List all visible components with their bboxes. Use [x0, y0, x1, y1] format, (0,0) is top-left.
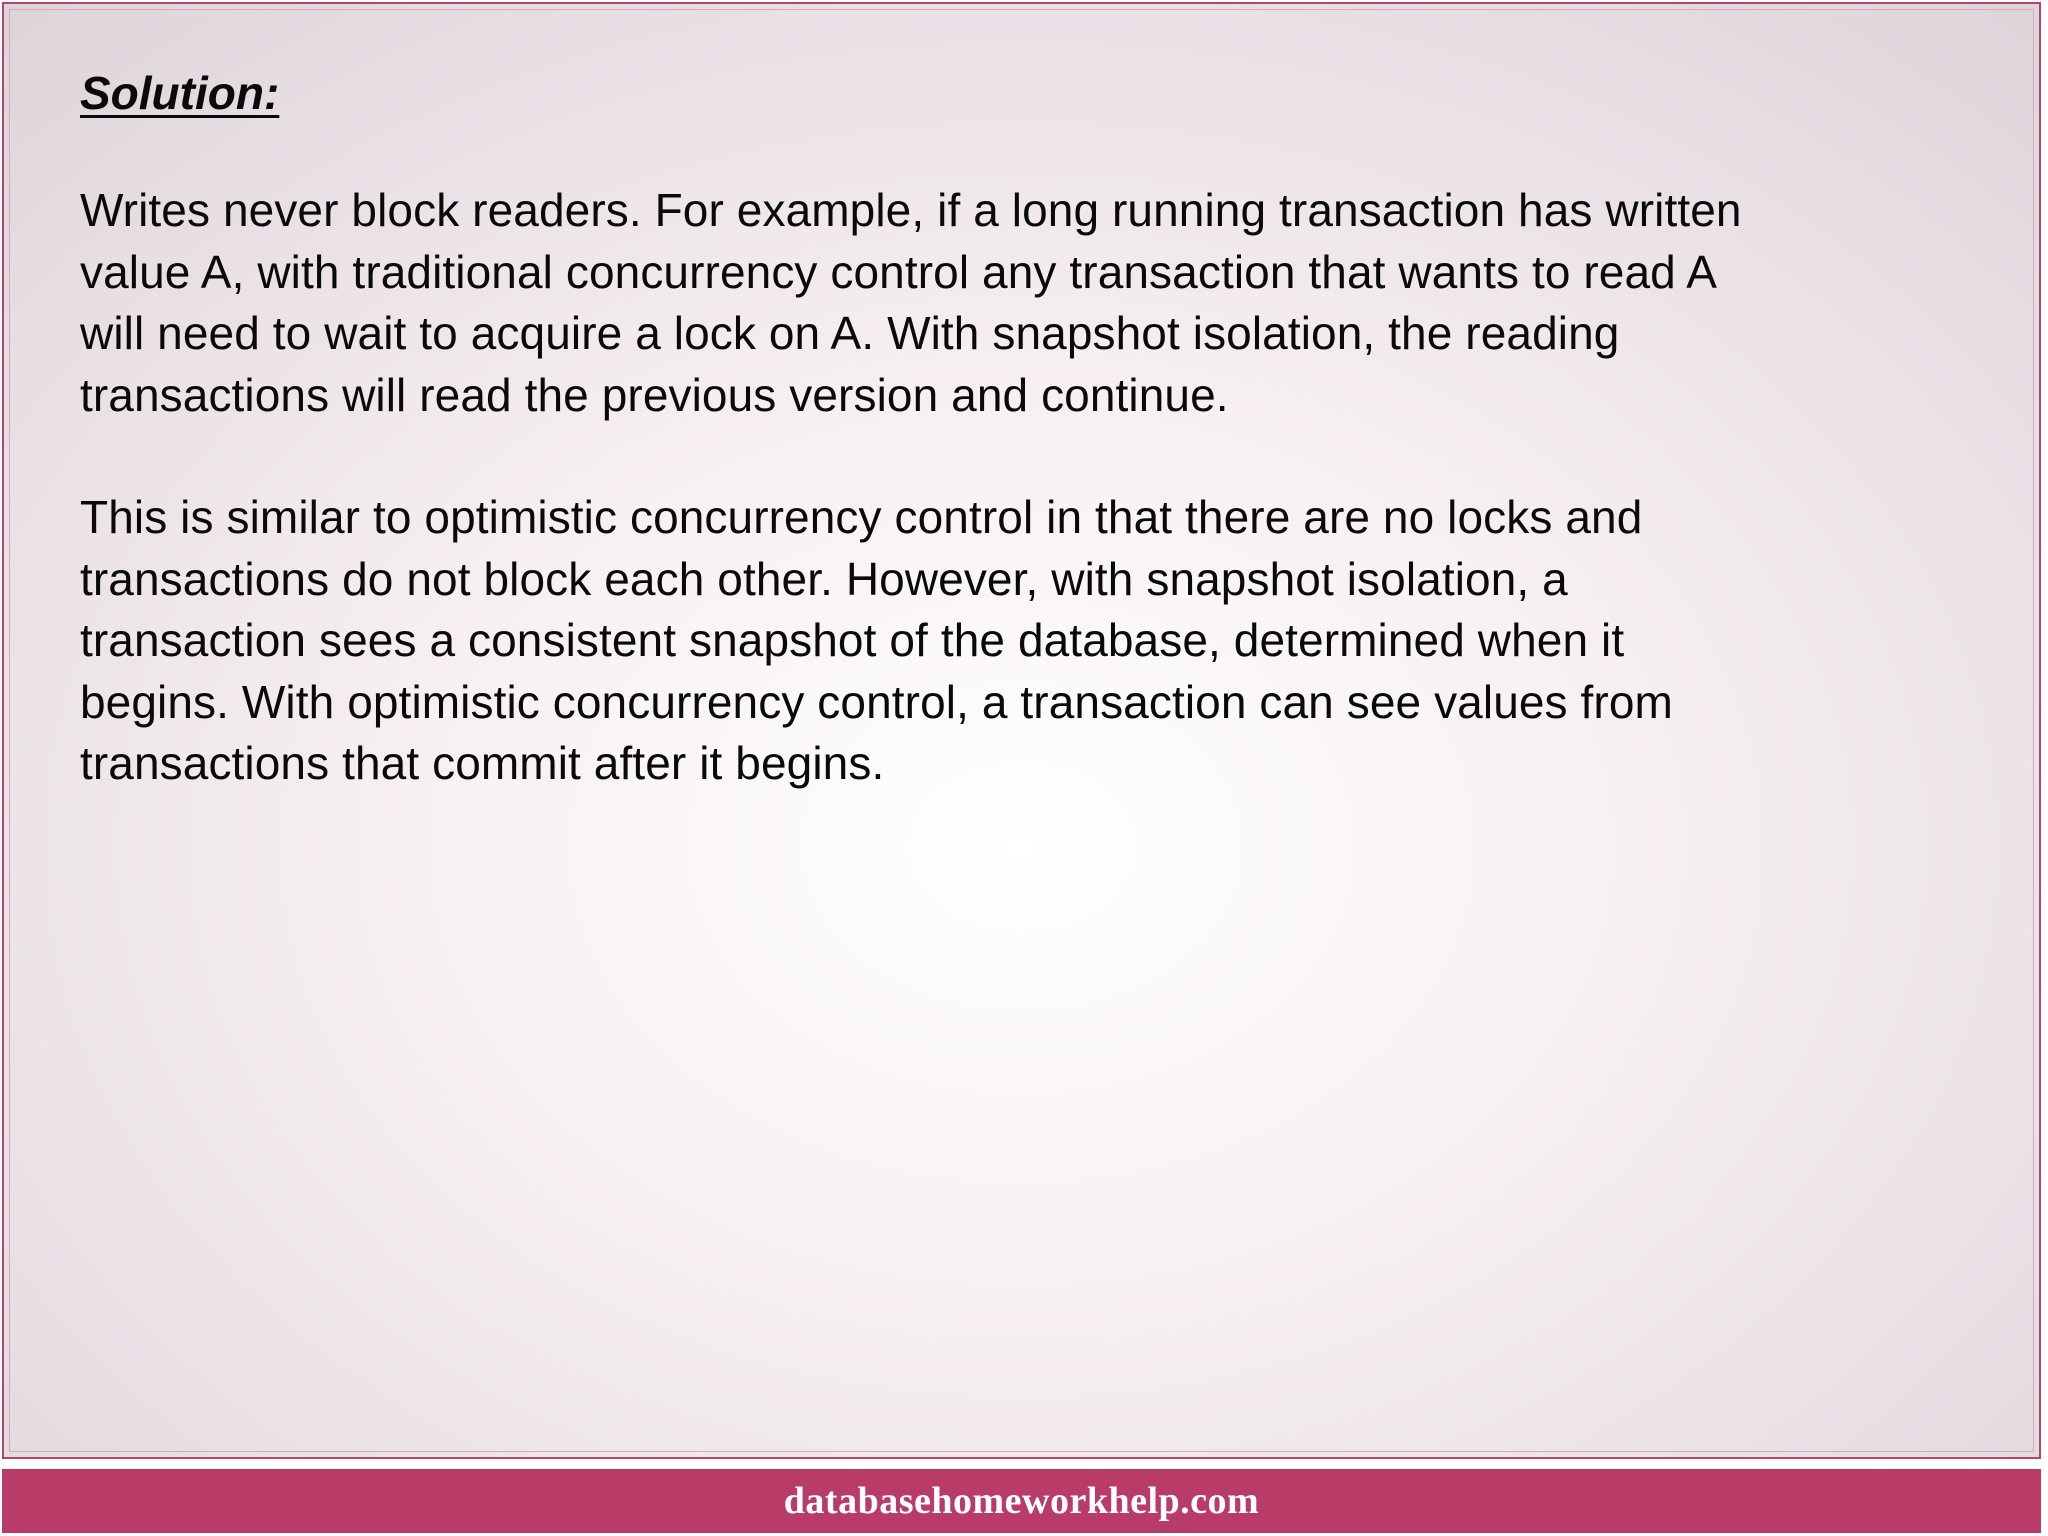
- paragraph-1-line: will need to wait to acquire a lock on A. With snapshot isolation, the reading: [80, 307, 1620, 359]
- paragraph-1: [80, 180, 1980, 426]
- paragraph-1-line: transactions will read the previous version and continue.: [80, 368, 1229, 421]
- slide-content: [80, 62, 1980, 856]
- paragraph-2-line: transactions do not block each other. However, with snapshot isolation, a: [80, 552, 1568, 605]
- paragraph-2: [80, 487, 1980, 795]
- footer-website: databasehomeworkhelp.com: [783, 1480, 1260, 1522]
- paragraph-2-line: begins. With optimistic concurrency control, a transaction can see values from: [80, 675, 1673, 728]
- footer-bar: [2, 1469, 2041, 1533]
- solution-heading: Solution:: [80, 67, 280, 119]
- paragraph-1-line: value A, with traditional concurrency control any transaction that wants to read A: [80, 245, 1717, 298]
- paragraph-2-line: This is similar to optimistic concurrency control in that there are no locks and: [80, 491, 1643, 543]
- paragraph-2-line: transactions that commit after it begins.: [80, 737, 885, 789]
- paragraph-1-line: Writes never block readers. For example, if a long running transaction has written: [80, 184, 1742, 236]
- paragraph-2-line: transaction sees a consistent snapshot of the database, determined when it: [80, 614, 1625, 666]
